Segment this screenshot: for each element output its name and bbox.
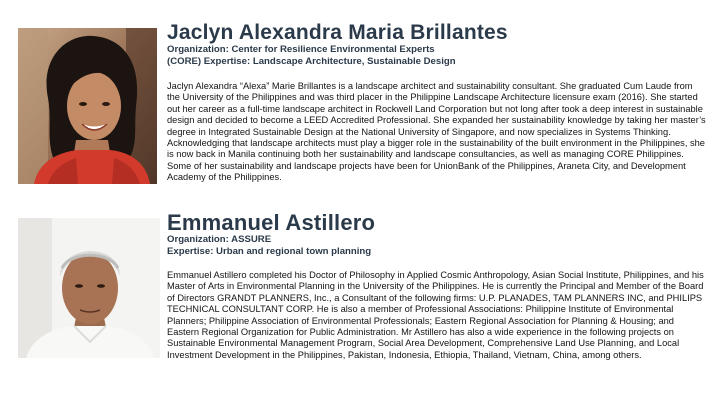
portrait-illustration [18, 28, 157, 184]
profile-info [167, 22, 707, 184]
portrait-illustration [18, 218, 160, 358]
biography-text: Emmanuel Astillero completed his Doctor of Philosophy in Applied Cosmic Anthropology, Asian Social Institute, Philippines, and his Master of Arts in Environmental Planning in the University of the Philippines. He is currently the Principal and Member of the Board of Directors GRANDT PLANNERS, Inc., a Consultant of the following firms: U.P. PLANADES, TAM PLANNERS INC, and PHILIPS TECHNICAL CONSULTANT CORP. He is also a member of Professional Associations: Philippine Institute of Environmental Planners; Philippine Association of Environmental Professionals; Eastern Regional Association for Planning & Housing; and Eastern Regional Organization for Public Administration. Mr Astillero has also a wide experience in the following projects on Sustainable Environmental Management Program, Social Area Development, Comprehensive Land Use Planning, and Local Investment Development in the Philippines, Pakistan, Indonesia, Ethiopia, Thailand, Vietnam, China, among others. [167, 270, 704, 360]
person-name: Jaclyn Alexandra Maria Brillantes [167, 21, 508, 44]
profile-info [167, 212, 707, 361]
organization-expertise-label: (CORE) Expertise: Landscape Architecture, Sustainable Design [167, 55, 456, 67]
organization-label: Organization: ASSURE [167, 234, 272, 245]
biography-text: Jaclyn Alexandra “Alexa” Marie Brillantes is a landscape architect and sustainability consultant. She graduated Cum Laude from the University of the Philippines and was third placer in the Philippine Landscape Architecture licensure exam (2016). She started out her career as a full-time landscape architect in Rockwell Land Corporation but not long after took a deep interest in sustainable design and decided to become a LEED Accredited Professional. She expanded her sustainability knowledge by taking her master’s degree in Integrated Sustainable Design at the National University of Singapore, and now specializes in Systems Thinking. Acknowledging that landscape architects must play a bigger role in the sustainability of the built environment in the Philippines, she is now back in Manila continuing both her sustainability and landscape consultancies, as well as managing CORE Philippines. Some of her sustainability and landscape projects have been for UnionBank of the Philippines, Araneta City, and Development Academy of the Philippines. [167, 81, 706, 183]
portrait-photo-astillero [18, 218, 160, 358]
portrait-photo-brillantes [18, 28, 157, 184]
organization-label: Organization: Center for Resilience Environmental Experts [167, 44, 435, 55]
person-name: Emmanuel Astillero [167, 210, 376, 235]
expertise-label: Expertise: Urban and regional town planning [167, 245, 372, 257]
